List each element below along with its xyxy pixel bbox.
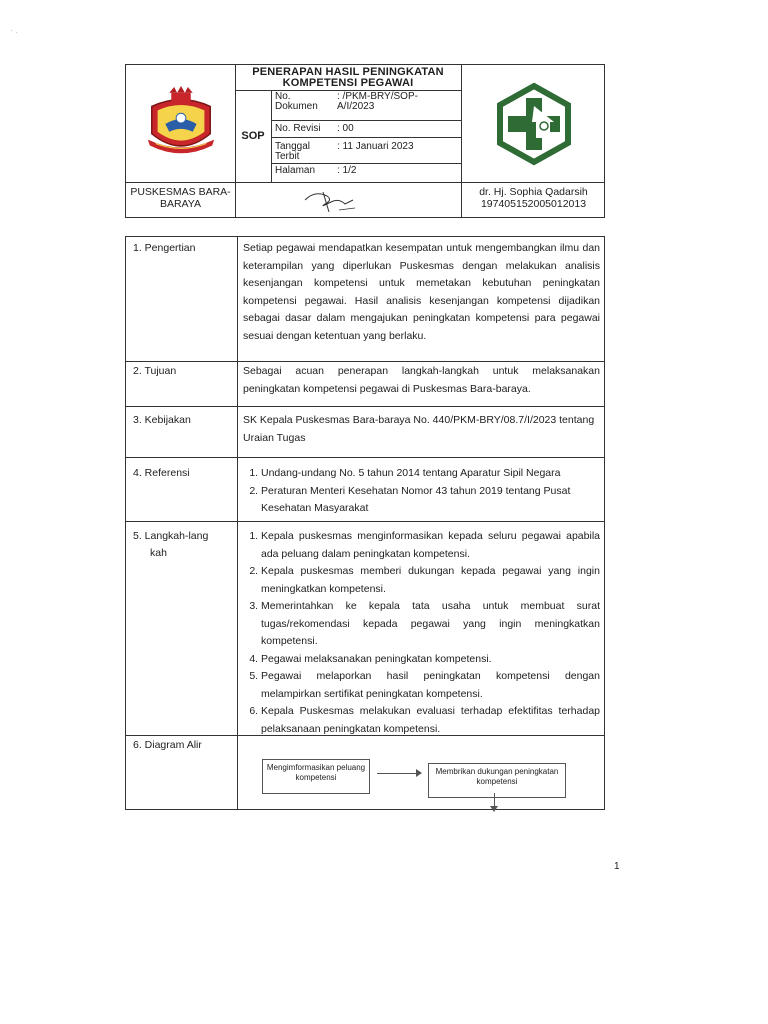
city-seal-icon xyxy=(126,65,235,182)
meta-key: No. Dokumen xyxy=(275,91,318,112)
flow-arrow-down xyxy=(494,793,495,807)
sop-label: SOP xyxy=(241,130,265,142)
signer-name: dr. Hj. Sophia Qadarsih xyxy=(479,186,588,198)
meta-key: No. Revisi xyxy=(275,123,321,134)
page-number: 1 xyxy=(614,861,620,872)
section-label-langkah xyxy=(133,528,208,562)
section-list-referensi xyxy=(243,465,600,518)
section-label-diagram: 6. Diagram Alir xyxy=(133,739,202,751)
meta-value: : 00 xyxy=(337,123,354,134)
document-title: PENERAPAN HASIL PENINGKATAN KOMPETENSI PEGAWAI xyxy=(252,66,444,89)
signer-block xyxy=(461,182,606,223)
meta-doc-number xyxy=(271,92,461,118)
section-list-langkah xyxy=(243,528,600,738)
sop-header-table xyxy=(125,64,605,218)
list-item: 5. Pegawai melaporkan hasil peningkatan kompetensi dengan melampirkan sertifikat peningkatan kompetensi. xyxy=(261,668,600,703)
puskesmas-cross-icon xyxy=(461,65,606,182)
meta-value: : 11 Januari 2023 xyxy=(337,141,414,152)
section-label-tujuan: 2. Tujuan xyxy=(133,365,177,377)
flow-box-1: Mengimformasikan peluang kompetensi xyxy=(262,759,370,794)
sop-content-table xyxy=(125,236,605,810)
section-text-pengertian xyxy=(243,240,600,345)
list-item: 1. Undang-undang No. 5 tahun 2014 tentang Aparatur Sipil Negara xyxy=(261,465,600,483)
meta-key: Tanggal Terbit xyxy=(275,141,311,162)
signature xyxy=(235,182,461,219)
list-item: 6. Kepala Puskesmas melakukan evaluasi terhadap efektifitas terhadap pelaksanaan peningkatan kompetensi. xyxy=(261,703,600,738)
org-name: PUSKESMAS BARA-BARAYA xyxy=(130,186,231,210)
meta-value: : 1/2 xyxy=(337,165,357,176)
list-item: 2. Peraturan Menteri Kesehatan Nomor 43 tahun 2019 tentang Pusat Kesehatan Masyarakat xyxy=(261,483,600,518)
meta-key: Halaman xyxy=(275,165,316,176)
meta-value: : /PKM-BRY/SOP-A/I/2023 xyxy=(337,91,418,112)
section-label-pengertian: 1. Pengertian xyxy=(133,242,196,254)
langkah-label-line1: 5. Langkah-lang xyxy=(133,530,209,542)
section-text-kebijakan xyxy=(243,412,600,447)
section-text-tujuan xyxy=(243,363,600,398)
signer-nip: 197405152005012013 xyxy=(480,198,587,210)
kebijakan-text: SK Kepala Puskesmas Bara-baraya No. 440/PKM-BRY/08.7/I/2023 tentang Uraian Tugas xyxy=(243,414,595,444)
arrow-down-icon xyxy=(490,806,498,812)
list-item: 4. Pegawai melaksanakan peningkatan kompetensi. xyxy=(261,651,600,669)
scan-artifact: · . xyxy=(10,25,18,35)
tujuan-text: Sebagai acuan penerapan langkah-langkah untuk melaksanakan peningkatan kompetensi pegawai di Puskesmas Bara-baraya. xyxy=(243,365,600,395)
section-label-kebijakan: 3. Kebijakan xyxy=(133,414,191,426)
flow-box-2: Membrikan dukungan peningkatan kompetensi xyxy=(428,763,566,798)
langkah-label-line2: kah xyxy=(150,547,167,559)
pengertian-text: Setiap pegawai mendapatkan kesempatan untuk mengembangkan ilmu dan keterampilan yang diperlukan Puskesmas dengan melakukan analisis kesenjangan kompetensi untuk memetakan kebutuhan peningkatan kompetensi pegawai. Hasil analisis kesenjangan kompetensi dijadikan sebagai dasar dalam mengajukan peningkatan kompetensi para pegawai sesuai dengan ketentuan yang berlaku. xyxy=(243,242,600,342)
arrow-head-icon xyxy=(416,769,422,777)
list-item: 3. Memerintahkan ke kepala tata usaha untuk membuat surat tugas/rekomendasi kepada pegawai yang ingin meningkatkan kompetensi. xyxy=(261,598,600,651)
list-item: 2. Kepala puskesmas memberi dukungan kepada pegawai yang ingin meningkatkan kompetensi. xyxy=(261,563,600,598)
list-item: 1. Kepala puskesmas menginformasikan kepada seluru pegawai apabila ada peluang dalam peningkatan kompetensi. xyxy=(261,528,600,563)
section-label-referensi: 4. Referensi xyxy=(133,467,190,479)
flow-arrow-right xyxy=(377,773,419,774)
